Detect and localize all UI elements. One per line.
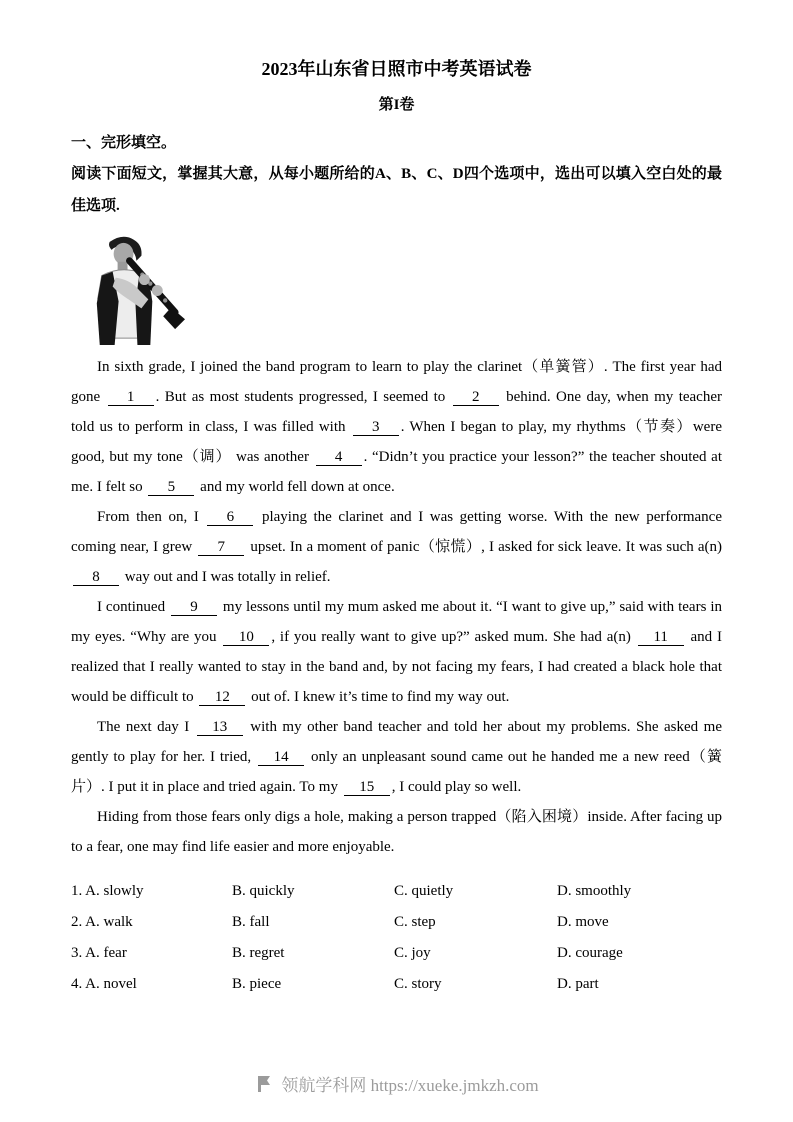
option-cell: D. courage (557, 945, 623, 961)
blank-3: 3 (353, 420, 399, 436)
blank-9: 9 (171, 600, 217, 616)
option-cell: D. part (557, 976, 599, 992)
blank-11: 11 (638, 630, 684, 646)
passage-paragraph: Hiding from those fears only digs a hole, making a person trapped（陷入困境）inside. After facing up to a fear, one may find life easier and more enjoyable. (71, 809, 722, 855)
blank-15: 15 (344, 780, 390, 796)
option-cell: D. smoothly (557, 883, 632, 899)
watermark-text: 领航学科网 https://xueke.jmkzh.com (281, 1076, 539, 1095)
blank-6: 6 (207, 510, 253, 526)
passage-paragraph: From then on, I 6 playing the clarinet and I was getting worse. With the new performance coming near, I grew 7 upset. In a moment of panic（惊慌）, I asked for sick leave. It was such a(n) 8 way out and I was totally in relief. (71, 509, 723, 585)
passage-paragraph: The next day I 13 with my other band teacher and told her about my problems. She asked me gently to play for her. I tried, 14 only an unpleasant sound came out he handed me a new reed（簧片）. I put it in place and tried again. To my 15 , I could play so well. (71, 719, 722, 795)
blank-13: 13 (197, 720, 243, 736)
option-row-4 (71, 969, 722, 1000)
option-row-2 (71, 907, 722, 938)
clarinet-player-icon (73, 232, 187, 346)
option-cell: B. piece (232, 976, 282, 992)
option-cell: C. step (394, 914, 436, 930)
option-cell: C. story (394, 976, 442, 992)
blank-8: 8 (73, 570, 119, 586)
passage (71, 352, 722, 862)
option-cell: C. joy (394, 945, 431, 961)
options-table (71, 876, 722, 1000)
option-cell: B. fall (232, 914, 270, 930)
blank-12: 12 (199, 690, 245, 706)
option-row-1 (71, 876, 722, 907)
blank-1: 1 (108, 390, 154, 406)
clarinet-player-image (73, 232, 722, 348)
option-cell: 2. A. walk (71, 914, 133, 930)
blank-10: 10 (223, 630, 269, 646)
option-cell: B. regret (232, 945, 285, 961)
option-cell: 4. A. novel (71, 976, 137, 992)
volume-heading: 第I卷 (378, 97, 415, 113)
instructions: 阅读下面短文，掌握其大意，从每小题所给的A、B、C、D四个选项中，选出可以填入空白处的最佳选项. (71, 166, 722, 214)
page-title: 2023年山东省日照市中考英语试卷 (261, 59, 532, 79)
option-row-3 (71, 938, 722, 969)
option-cell: C. quietly (394, 883, 454, 899)
blank-2: 2 (453, 390, 499, 406)
passage-paragraph: I continued 9 my lessons until my mum asked me about it. “I want to give up,” said with tears in my eyes. “Why are you 10 , if you really want to give up?” asked mum. She had a(n) 11 and I realized that I really wanted to stay in the band and, by not facing my fears, I had created a black hole that would be difficult to 12 out of. I knew it’s time to find my way out. (71, 599, 723, 705)
watermark-logo-icon (254, 1074, 274, 1094)
blank-5: 5 (148, 480, 194, 496)
watermark-footer (0, 1071, 793, 1096)
option-cell: B. quickly (232, 883, 295, 899)
section-heading: 一、完形填空。 (71, 135, 177, 151)
option-cell: 1. A. slowly (71, 883, 144, 899)
option-cell: 3. A. fear (71, 945, 127, 961)
blank-7: 7 (198, 540, 244, 556)
passage-paragraph: In sixth grade, I joined the band program to learn to play the clarinet（单簧管）. The first year had gone 1 . But as most students progressed, I seemed to 2 behind. One day, when my teacher told us to perform in class, I was filled with 3 . When I began to play, my rhythms（节奏）were good, but my tone（调） was another 4 . “Didn’t you practice your lesson?” the teacher shouted at me. I felt so 5 and my world fell down at once. (71, 359, 722, 495)
blank-4: 4 (316, 450, 362, 466)
blank-14: 14 (258, 750, 304, 766)
option-cell: D. move (557, 914, 609, 930)
